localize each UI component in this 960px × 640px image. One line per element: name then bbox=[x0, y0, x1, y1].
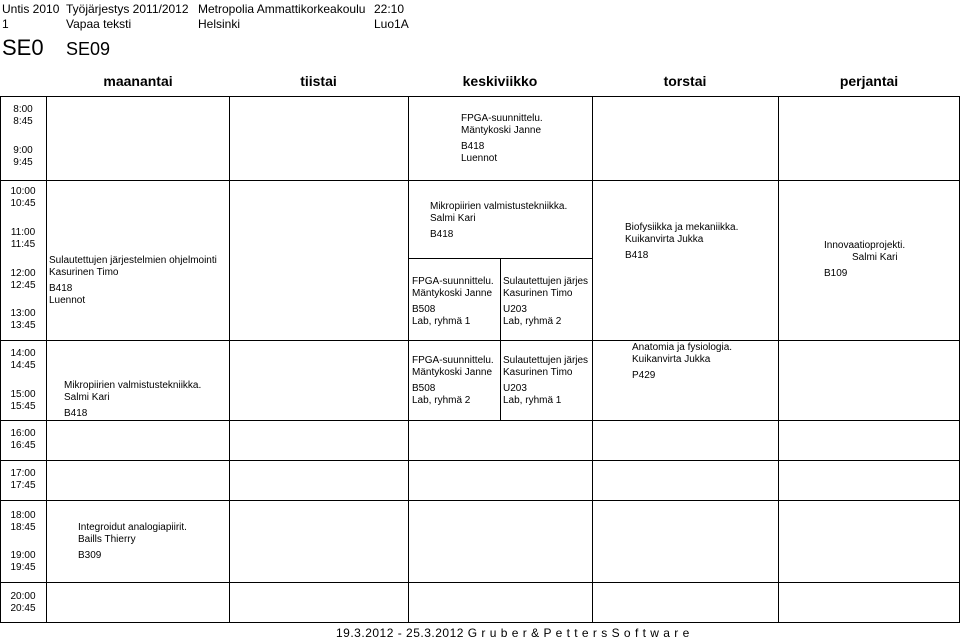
course-title: Sulautettujen järjes bbox=[503, 276, 589, 287]
time-label: 8:45 bbox=[13, 116, 33, 127]
course-title: FPGA-suunnittelu. bbox=[412, 355, 494, 366]
teacher-name: Kasurinen Timo bbox=[503, 367, 573, 378]
teacher-name: Salmi Kari bbox=[852, 252, 898, 263]
time-label: 15:00 bbox=[10, 389, 36, 400]
time-label: 19:45 bbox=[10, 562, 36, 573]
time-label: 12:45 bbox=[10, 280, 36, 291]
day-header-friday: perjantai bbox=[839, 73, 899, 89]
time-label: 16:00 bbox=[10, 428, 36, 439]
room-code: B508 bbox=[412, 304, 436, 315]
block-separator bbox=[0, 500, 960, 501]
column-separator bbox=[408, 96, 409, 623]
room-code: B418 bbox=[461, 141, 485, 152]
lesson-wed-sulautettujen-lab2[interactable] bbox=[503, 276, 588, 328]
room-code: B418 bbox=[64, 408, 88, 419]
time-label: 18:00 bbox=[10, 510, 36, 521]
time-label: 8:00 bbox=[13, 104, 33, 115]
course-title: Sulautettujen järjestelmien ohjelmointi bbox=[49, 255, 217, 266]
teacher-name: Kasurinen Timo bbox=[49, 267, 119, 278]
teacher-name: Mäntykoski Janne bbox=[412, 367, 493, 378]
room-code: U203 bbox=[503, 383, 527, 394]
lesson-type: Lab, ryhmä 2 bbox=[503, 316, 562, 327]
teacher-name: Baills Thierry bbox=[78, 534, 136, 545]
time-label: 20:45 bbox=[10, 603, 36, 614]
teacher-name: Mäntykoski Janne bbox=[412, 288, 493, 299]
lesson-thu-biofysiikka[interactable] bbox=[625, 222, 738, 262]
lesson-wed-sulautettujen-lab1[interactable] bbox=[503, 355, 588, 407]
teacher-name: Salmi Kari bbox=[430, 213, 476, 224]
split-separator bbox=[500, 258, 501, 340]
course-title: Anatomia ja fysiologia. bbox=[632, 342, 733, 353]
footer-date-range: 19.3.2012 - 25.3.2012 G r u b e r & P e t t e r s S o f t w a r e bbox=[336, 626, 690, 640]
teacher-name: Kasurinen Timo bbox=[503, 288, 573, 299]
lesson-type: Luennot bbox=[461, 153, 498, 164]
room-code: Luo1A bbox=[374, 17, 409, 31]
print-time: 22:10 bbox=[374, 2, 405, 16]
lesson-fri-innovaatioprojekti[interactable] bbox=[824, 240, 905, 280]
course-title: Mikropiirien valmistustekniikka. bbox=[64, 380, 202, 391]
time-label: 15:45 bbox=[10, 401, 36, 412]
school-name: Metropolia Ammattikorkeakoulu bbox=[198, 2, 366, 16]
course-title: Biofysiikka ja mekaniikka. bbox=[625, 222, 739, 233]
lesson-type: Lab, ryhmä 1 bbox=[503, 395, 562, 406]
course-title: FPGA-suunnittelu. bbox=[412, 276, 494, 287]
course-title: Sulautettujen järjes bbox=[503, 355, 589, 366]
page-number: 1 bbox=[2, 17, 9, 31]
room-code: B418 bbox=[625, 250, 649, 261]
split-separator bbox=[500, 340, 501, 420]
lesson-type: Lab, ryhmä 1 bbox=[412, 316, 471, 327]
free-text: Vapaa teksti bbox=[66, 17, 132, 31]
teacher-name: Mäntykoski Janne bbox=[461, 125, 542, 136]
day-header-thursday: torstai bbox=[663, 73, 707, 89]
software-name: Untis 2010 bbox=[2, 2, 60, 16]
lesson-wed-fpga-morning[interactable] bbox=[461, 113, 543, 165]
column-separator bbox=[592, 96, 593, 623]
room-code: B418 bbox=[49, 283, 73, 294]
room-code: B309 bbox=[78, 550, 102, 561]
block-separator bbox=[0, 340, 960, 341]
lesson-mon-mikropiirien[interactable] bbox=[64, 380, 201, 420]
time-label: 13:45 bbox=[10, 320, 36, 331]
group-name: SE09 bbox=[66, 39, 111, 59]
time-label: 19:00 bbox=[10, 550, 36, 561]
course-title: Mikropiirien valmistustekniikka. bbox=[430, 201, 568, 212]
teacher-name: Kuikanvirta Jukka bbox=[625, 234, 704, 245]
day-header-wednesday: keskiviikko bbox=[462, 73, 538, 89]
block-separator bbox=[0, 420, 960, 421]
course-title: FPGA-suunnittelu. bbox=[461, 113, 543, 124]
teacher-name: Kuikanvirta Jukka bbox=[632, 354, 711, 365]
time-label: 17:45 bbox=[10, 480, 36, 491]
block-separator bbox=[0, 180, 960, 181]
lesson-mon-sulautettujen[interactable] bbox=[49, 255, 217, 307]
lesson-thu-anatomia[interactable] bbox=[632, 342, 732, 382]
room-code: P429 bbox=[632, 370, 656, 381]
day-header-monday: maanantai bbox=[103, 73, 173, 89]
room-code: U203 bbox=[503, 304, 527, 315]
time-label: 18:45 bbox=[10, 522, 36, 533]
column-separator bbox=[229, 96, 230, 623]
block-separator bbox=[0, 582, 960, 583]
block-separator bbox=[0, 460, 960, 461]
time-label: 11:00 bbox=[10, 227, 36, 238]
time-label: 10:00 bbox=[10, 186, 36, 197]
city: Helsinki bbox=[198, 17, 241, 31]
time-label: 14:45 bbox=[10, 360, 36, 371]
day-header-tuesday: tiistai bbox=[300, 73, 337, 89]
lesson-wed-fpga-lab1[interactable] bbox=[412, 276, 494, 328]
time-label: 11:45 bbox=[10, 239, 36, 250]
room-code: B508 bbox=[412, 383, 436, 394]
timetable-title: Työjärjestys 2011/2012 bbox=[66, 2, 189, 16]
course-title: Innovaatioprojekti. bbox=[824, 240, 906, 251]
teacher-name: Salmi Kari bbox=[64, 392, 110, 403]
time-label: 9:45 bbox=[13, 157, 33, 168]
time-label: 12:00 bbox=[10, 268, 36, 279]
time-label: 20:00 bbox=[10, 591, 36, 602]
time-label: 14:00 bbox=[10, 348, 36, 359]
room-code: B418 bbox=[430, 229, 454, 240]
course-title: Integroidut analogiapiirit. bbox=[78, 522, 187, 533]
time-label: 13:00 bbox=[10, 308, 36, 319]
column-separator bbox=[778, 96, 779, 623]
time-label: 10:45 bbox=[10, 198, 36, 209]
lesson-type: Luennot bbox=[49, 295, 86, 306]
lesson-wed-fpga-lab2[interactable] bbox=[412, 355, 494, 407]
lesson-mon-integroidut[interactable] bbox=[78, 522, 187, 562]
lesson-wed-mikropiirien[interactable] bbox=[430, 201, 567, 241]
group-code: SE0 bbox=[2, 35, 44, 60]
time-label: 16:45 bbox=[10, 440, 36, 451]
lesson-type: Lab, ryhmä 2 bbox=[412, 395, 471, 406]
column-separator bbox=[46, 96, 47, 623]
room-code: B109 bbox=[824, 268, 848, 279]
time-label: 9:00 bbox=[13, 145, 33, 156]
time-label: 17:00 bbox=[10, 468, 36, 479]
